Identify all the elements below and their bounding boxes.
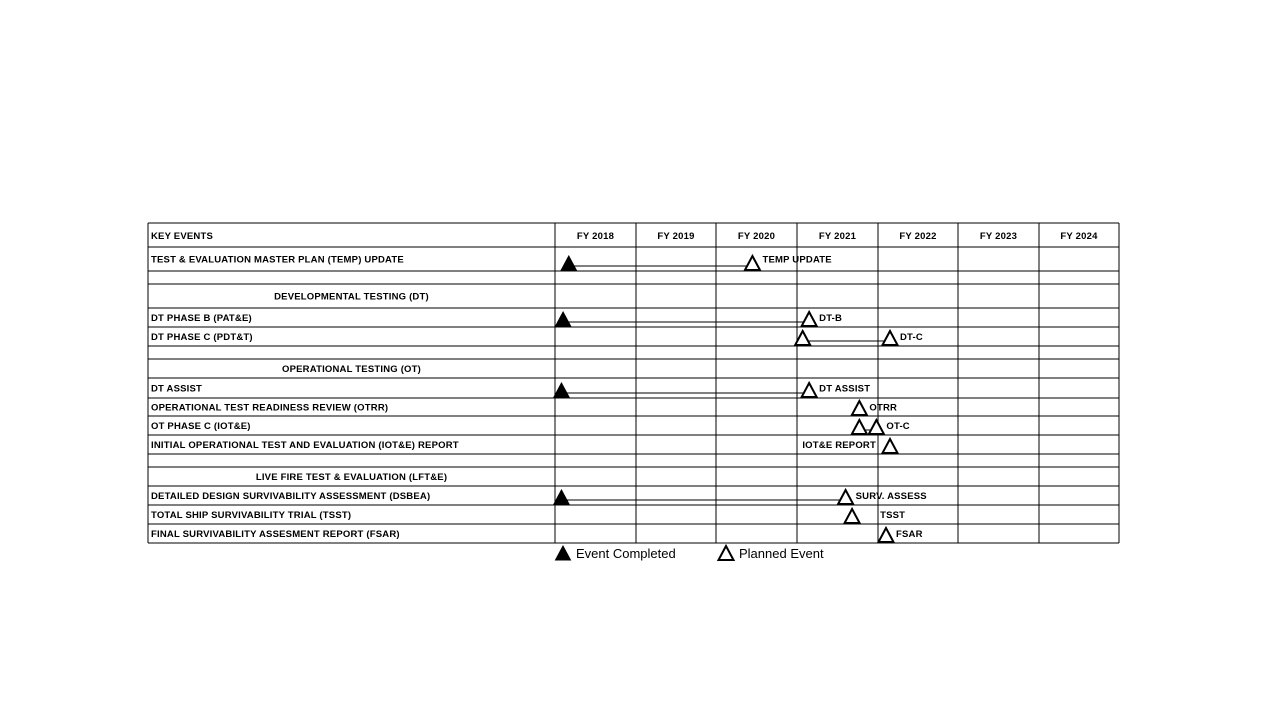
legend-completed-icon: [556, 546, 571, 560]
planned-event-marker: [802, 383, 817, 397]
table-row: [151, 490, 927, 504]
completed-event-marker: [561, 256, 576, 270]
row-label: TEST & EVALUATION MASTER PLAN (TEMP) UPDATE: [151, 254, 404, 266]
section-title: LIVE FIRE TEST & EVALUATION (LFT&E): [255, 472, 448, 483]
event-label: FSAR: [896, 529, 923, 540]
completed-event-marker: [556, 312, 571, 326]
event-label: TEMP UPDATE: [762, 254, 832, 266]
row-label: TOTAL SHIP SURVIVABILITY TRIAL (TSST): [151, 510, 352, 521]
event-label: DT-B: [819, 313, 843, 324]
event-label: DT-C: [900, 332, 923, 343]
column-header-fy-2022: FY 2022: [899, 231, 937, 242]
table-row: [151, 528, 923, 542]
legend: [556, 546, 824, 561]
row-label: DT PHASE B (PAT&E): [151, 313, 252, 324]
planned-event-marker: [852, 420, 867, 434]
section-title: OPERATIONAL TESTING (OT): [281, 364, 422, 375]
key-events-header: KEY EVENTS: [151, 231, 214, 242]
table-row: [151, 401, 897, 415]
planned-event-marker: [838, 490, 853, 504]
row-label: DT PHASE C (PDT&T): [151, 332, 253, 343]
planned-event-marker: [883, 331, 898, 345]
row-label: DT ASSIST: [151, 383, 203, 395]
event-label: DT ASSIST: [819, 383, 871, 395]
row-label: INITIAL OPERATIONAL TEST AND EVALUATION (IOT&E) REPORT: [151, 440, 459, 451]
section-title: DEVELOPMENTAL TESTING (DT): [274, 291, 429, 303]
section-header-row: [256, 472, 447, 483]
column-header-fy-2021: FY 2021: [818, 231, 857, 242]
event-label: OT-C: [886, 421, 910, 432]
table-row: [151, 383, 870, 397]
completed-event-marker: [554, 383, 569, 397]
table-row: [151, 312, 842, 326]
planned-event-marker: [879, 528, 894, 542]
planned-event-marker: [802, 312, 817, 326]
completed-event-marker: [554, 490, 569, 504]
legend-planned-label: Planned Event: [739, 546, 824, 561]
event-label: IOT&E REPORT: [802, 440, 876, 451]
row-label: OPERATIONAL TEST READINESS REVIEW (OTRR): [151, 402, 389, 414]
planned-event-marker: [852, 401, 867, 415]
column-header-fy-2018: FY 2018: [576, 231, 615, 242]
column-header-fy-2023: FY 2023: [979, 231, 1018, 242]
table-row: [151, 439, 898, 453]
event-label: SURV. ASSESS: [855, 491, 927, 502]
column-header-fy-2019: FY 2019: [657, 231, 695, 242]
table-row: [151, 255, 832, 271]
table-header: [148, 223, 1119, 242]
row-label: FINAL SURVIVABILITY ASSESMENT REPORT (FSAR): [151, 529, 400, 540]
table-row: [151, 420, 910, 434]
row-label: OT PHASE C (IOT&E): [151, 421, 251, 432]
event-label: OTRR: [869, 402, 898, 414]
column-header-fy-2020: FY 2020: [737, 231, 776, 242]
legend-completed-label: Event Completed: [576, 546, 676, 561]
table-row: [151, 331, 923, 345]
planned-event-marker: [745, 256, 760, 270]
planned-event-marker: [845, 509, 860, 523]
planned-event-marker: [869, 420, 884, 434]
planned-event-marker: [883, 439, 898, 453]
column-header-fy-2024: FY 2024: [1060, 231, 1098, 242]
legend-planned-icon: [719, 546, 734, 560]
event-label: TSST: [880, 510, 906, 521]
section-header-row: [282, 364, 421, 375]
row-label: DETAILED DESIGN SURVIVABILITY ASSESSMENT (DSBEA): [151, 491, 431, 502]
section-header-row: [274, 292, 429, 303]
table-row: [151, 509, 905, 523]
